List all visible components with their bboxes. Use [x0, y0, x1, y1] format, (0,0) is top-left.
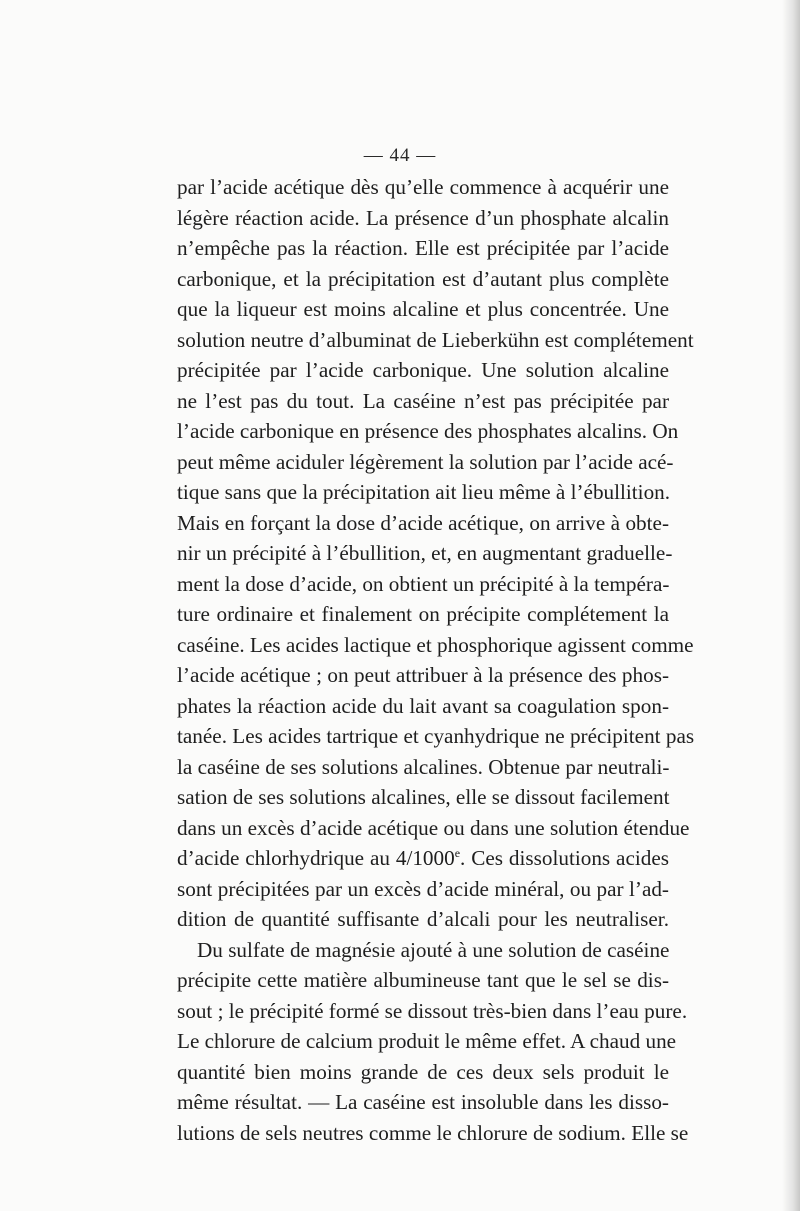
text-line: peut même aciduler légèrement la solution par l’acide acé-	[177, 449, 674, 474]
text-line: sation de ses solutions alcalines, elle se dissout facilement	[177, 785, 670, 809]
text-fragment: . Ces dissolutions acides	[460, 846, 669, 870]
text-line: dans un excès d’acide acétique ou dans une solution étendue	[177, 815, 690, 840]
text-line: tique sans que la précipitation ait lieu même à l’ébullition.	[177, 480, 671, 504]
text-line: Mais en forçant la dose d’acide acétique, on arrive à obte-	[177, 510, 669, 535]
text-line: n’empêche pas la réaction. Elle est précipitée par l’acide	[177, 236, 669, 260]
text-line: précipitée par l’acide carbonique. Une solution alcaline	[177, 358, 669, 382]
text-line: carbonique, et la précipitation est d’autant plus complète	[177, 266, 669, 291]
text-line: que la liqueur est moins alcaline et plus concentrée. Une	[177, 297, 669, 321]
text-line: nir un précipité à l’ébullition, et, en augmentant graduelle-	[177, 541, 673, 565]
text-line: précipite cette matière albumineuse tant que le sel se dis-	[177, 968, 669, 992]
text-line: même résultat. — La caséine est insoluble dans les disso-	[177, 1090, 669, 1114]
text-line: ment la dose d’acide, on obtient un précipité à la tempéra-	[177, 571, 670, 596]
text-line: par l’acide acétique dès qu’elle commence à acquérir une	[177, 175, 669, 199]
text-line: sout ; le précipité formé se dissout très-bien dans l’eau pure.	[177, 998, 688, 1023]
page-number: — 44 —	[363, 145, 437, 166]
text-line: la caséine de ses solutions alcalines. Obtenue par neutrali-	[177, 754, 670, 779]
text-line: ne l’est pas du tout. La caséine n’est pas précipitée par	[177, 388, 669, 413]
text-line: l’acide acétique ; on peut attribuer à la présence des phos-	[177, 663, 669, 687]
text-line: lutions de sels neutres comme le chlorure de sodium. Elle se	[177, 1120, 689, 1145]
text-line: ture ordinaire et finalement on précipite complétement la	[177, 602, 669, 626]
text-line: l’acide carbonique en présence des phosphates alcalins. On	[177, 419, 679, 443]
text-line: quantité bien moins grande de ces deux sels produit le	[177, 1059, 669, 1084]
text-line: caséine. Les acides lactique et phosphorique agissent comme	[177, 632, 694, 657]
text-line: phates la réaction acide du lait avant sa coagulation spon-	[177, 693, 669, 718]
text-fragment: d’acide chlorhydrique au 4/1000	[177, 846, 455, 870]
body-text	[177, 172, 695, 1148]
text-line: solution neutre d’albuminat de Lieberkühn est complétement	[177, 327, 694, 352]
text-line-with-superscript	[177, 843, 669, 874]
text-line: légère réaction acide. La présence d’un phosphate alcalin	[177, 205, 669, 230]
text-line: sont précipitées par un excès d’acide minéral, ou par l’ad-	[177, 876, 669, 901]
superscript: e	[454, 845, 461, 860]
text-line: dition de quantité suffisante d’alcali pour les neutraliser.	[177, 907, 669, 931]
text-line: Le chlorure de calcium produit le même effet. A chaud une	[177, 1029, 677, 1053]
paragraph-first-line: Du sulfate de magnésie ajouté à une solution de caséine	[197, 937, 670, 962]
page-edge-shadow	[782, 0, 800, 1211]
text-line: tanée. Les acides tartrique et cyanhydrique ne précipitent pas	[177, 724, 695, 748]
